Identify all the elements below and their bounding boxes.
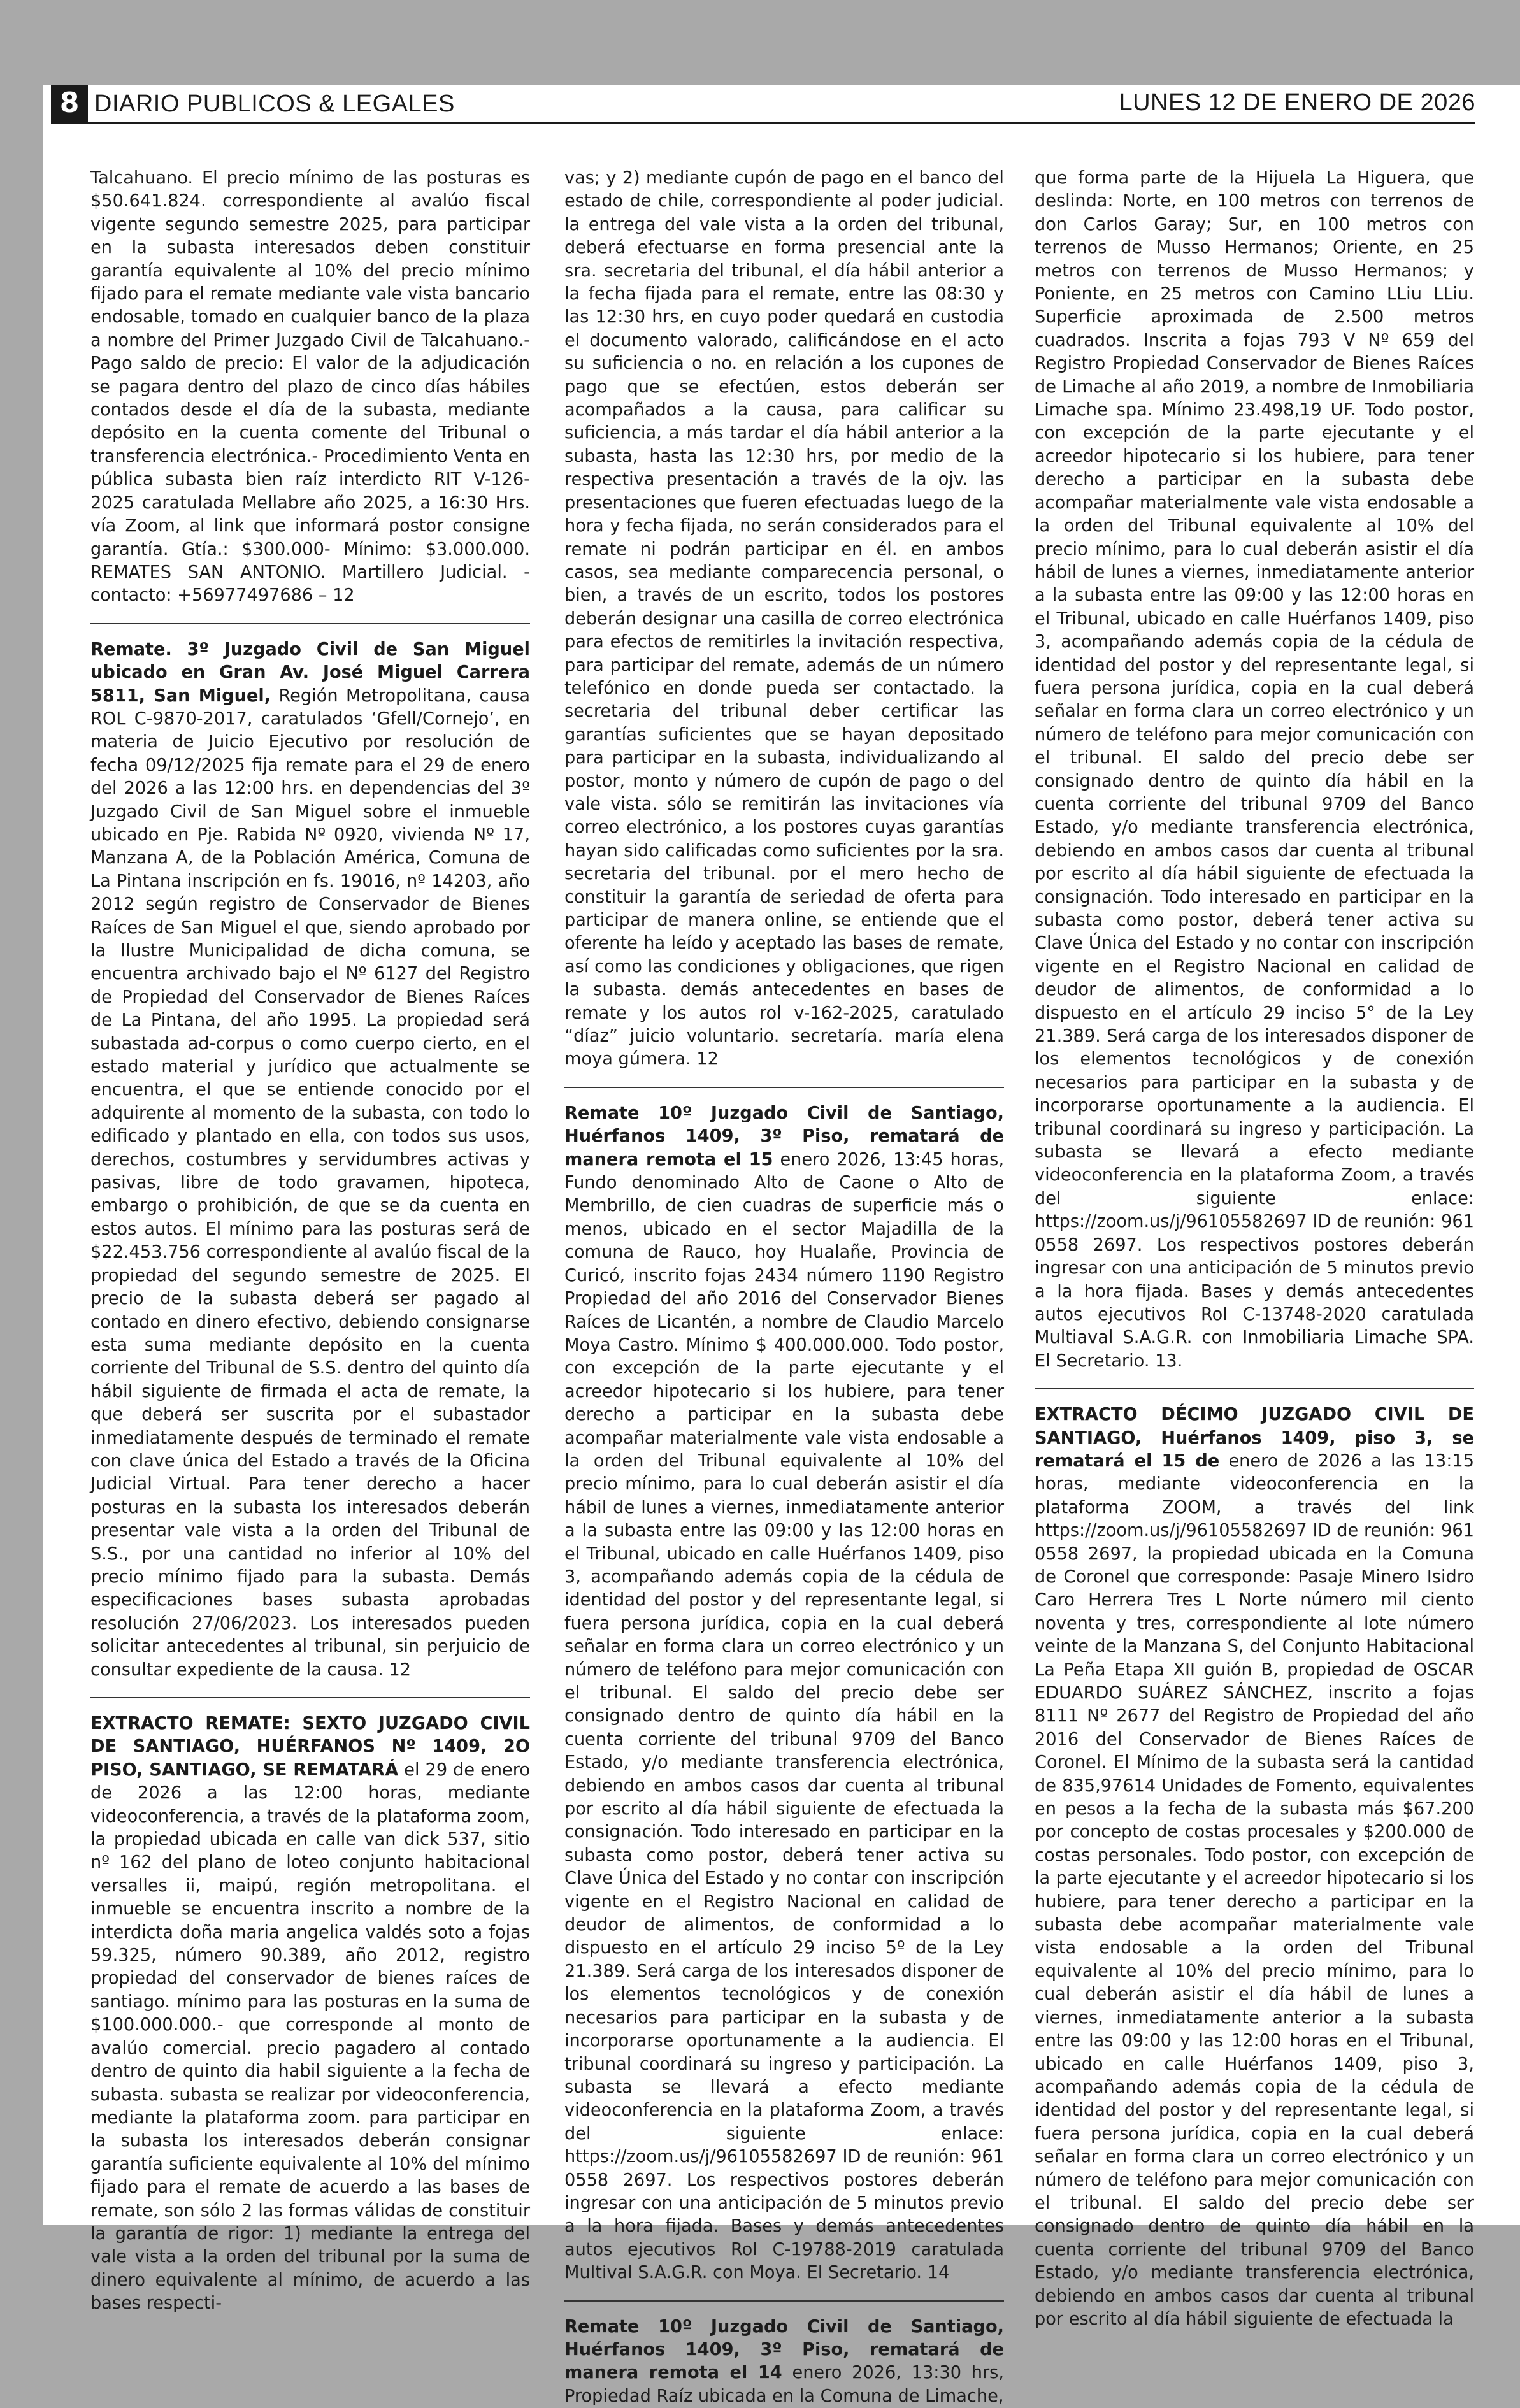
notice-heading: EXTRACTO DÉCIMO JUZGADO CIVIL DE SANTIAGO, Huérfanos 1409, piso 3, se rematará el 15 de	[1035, 1405, 1474, 1471]
notice-text: Talcahuano. El precio mínimo de las posturas es $50.641.824. correspondiente al avalúo fiscal vigente segundo semestre 2025, para participar en la subasta interesados deben constituir garantía equivalente al 10% del precio mínimo fijado para el remate mediante vale vista bancario endosable, tomado en cualquier banco de la plaza a nombre del Primer Juzgado Civil de Talcahuano.- Pago saldo de precio: El valor de la adjudicación se pagara dentro del plazo de cinco días hábiles contados desde el día de la subasta, mediante depósito en la cuenta comente del Tribunal o transferencia electrónica.- Procedimiento Venta en pública subasta bien raíz interdicto RIT V-126-2025 caratulada Mellabre año 2025, a 16:30 Hrs. vía Zoom, al link que informará postor consigne garantía. Gtía.: $300.000- Mínimo: $3.000.000. REMATES SAN ANTONIO. Martillero Judicial. - contacto: +56977497686 – 12	[90, 168, 530, 606]
notice-text: enero de 2026 a las 13:15 horas, mediante videoconferencia en la plataforma ZOOM, a través del link https://zoom.us/j/96105582697 ID de reunión: 961 0558 2697, la propiedad ubicada en la Comuna de Coronel que corresponde: Pasaje Minero Isidro Caro Herrera Tres L Norte número mil ciento noventa y tres, correspondiente al lote número veinte de la Manzana S, del Conjunto Habitacional La Peña Etapa XII guión B, propiedad de OSCAR EDUARDO SUÁREZ SÁNCHEZ, inscrito a fojas 8111 Nº 2677 del Registro de Propiedad del año 2016 del Conservador de Bienes Raíces de Coronel. El Mínimo de la subasta será la cantidad de 835,97614 Unidades de Fomento, equivalentes en pesos a la fecha de la subasta más $67.200 por concepto de costas procesales y $200.000 de costas personales. Todo postor, con excepción de la parte ejecutante y el acreedor hipotecario si los hubiere, para tener derecho a participar en la subasta debe acompañar materialmente vale vista endosable a la orden del Tribunal equivalente al 10% del precio mínimo, para lo cual deberán asistir el día hábil de lunes a viernes, inmediatamente anterior a la subasta entre las 09:00 y las 12:00 horas en el Tribunal, ubicado en calle Huérfanos 1409, piso 3, acompañando además copia de la cédula de identidad del postor y del representante legal, si fuera persona jurídica, copia en la cual deberá señalar en forma clara un correo electrónico y un número de teléfono para mejor comunicación con el tribunal. El saldo del precio debe ser consignado dentro de quinto día hábil en la cuenta corriente del tribunal 9709 del Banco Estado, y/o mediante transferencia electrónica, debiendo en ambos casos dar cuenta al tribunal por escrito al día hábil siguiente de efectuada la	[1035, 1451, 1474, 2329]
notice-text: enero 2026, 13:45 horas, Fundo denominado Alto de Caone o Alto de Membrillo, de cien cuadras de superficie más o menos, ubicado en el sector Majadilla de la comuna de Rauco, hoy Hualañe, Provincia de Curicó, inscrito fojas 2434 número 1190 Registro Propiedad del año 2016 del Conservador Bienes Raíces de Licantén, a nombre de Claudio Marcelo Moya Castro. Mínimo $ 400.000.000. Todo postor, con excepción de la parte ejecutante y el acreedor hipotecario si los hubiere, para tener derecho a participar en la subasta debe acompañar materialmente vale vista endosable a la orden del Tribunal equivalente al 10% del precio mínimo, para lo cual deberán asistir el día hábil de lunes a viernes, inmediatamente anterior a la subasta entre las 09:00 y las 12:00 horas en el Tribunal, ubicado en calle Huérfanos 1409, piso 3, acompañando además copia de la cédula de identidad del postor y del representante legal, si fuera persona jurídica, copia en la cual deberá señalar en forma clara un correo electrónico y un número de teléfono para mejor comunicación con el tribunal. El saldo del precio debe ser consignado dentro de quinto día hábil en la cuenta corriente del tribunal 9709 del Banco Estado, y/o mediante transferencia electrónica, debiendo en ambos casos dar cuenta al tribunal por escrito al día hábil siguiente de efectuada la consignación. Todo interesado en participar en la subasta como postor, deberá tener activa su Clave Única del Estado y no contar con inscripción vigente en el Registro Nacional en calidad de deudor de alimentos, de conformidad a lo dispuesto en el artículo 29 inciso 5º de la Ley 21.389. Será carga de los interesados disponer de los elementos tecnológicos y de conexión necesarios para participar en la subasta y de incorporarse oportunamente a la audiencia. El tribunal coordinará su ingreso y participación. La subasta se llevará a efecto mediante videoconferencia en la plataforma Zoom, a través del siguiente enlace: https://zoom.us/j/96105582697 ID de reunión: 961 0558 2697. Los respectivos postores deberán ingresar con una anticipación de 5 minutos previo a la hora fijada. Bases y demás antecedentes autos ejecutivos Rol C-19788-2019 caratulada Multival S.A.G.R. con Moya. El Secretario. 14	[564, 1149, 1004, 2283]
notice	[1035, 1403, 1474, 2331]
notice-text: enero 2026, 13:30 hrs, Propiedad Raíz ubicada en la Comuna de Limache,	[564, 2363, 1004, 2406]
column-1	[90, 167, 530, 2316]
notice-divider	[90, 1697, 530, 1698]
notice	[90, 638, 530, 1682]
notice-divider	[564, 1087, 1004, 1088]
publication-date: LUNES 12 DE ENERO DE 2026	[1119, 89, 1475, 116]
notice-heading: Remate 10º Juzgado Civil de Santiago, Huérfanos 1409, 3º Piso, rematará de manera remota el 15	[564, 1103, 1004, 1170]
notice	[564, 2316, 1004, 2408]
notice-text: vas; y 2) mediante cupón de pago en el banco del estado de chile, correspondiente al poder judicial. la entrega del vale vista a la orden del tribunal, deberá efectuarse en forma presencial ante la sra. secretaria del tribunal, el día hábil anterior a la fecha fijada para el remate, entre las 08:30 y las 12:30 hrs, en cuyo poder quedará en custodia el documento valorado, calificándose en el acto su suficiencia o no. en relación a los cupones de pago que se efectúen, estos deberán ser acompañados a la causa, para calificar su suficiencia, a más tardar el día hábil anterior a la subasta, hasta las 12:30 hrs, por medio de la respectiva presentación a través de la ojv. las presentaciones que fueren efectuadas luego de la hora y fecha fijada, no serán considerados para el remate ni podrán participar en él. en ambos casos, sea mediante comparecencia personal, o bien, a través de un escrito, todos los postores deberán designar una casilla de correo electrónica para efectos de remitirles la invitación respectiva, para participar del remate, además de un número telefónico en donde pueda ser contactado. la secretaria del tribunal deber certificar las garantías suficientes que se hayan depositado para participar en la subasta, individualizando al postor, monto y número de cupón de pago o del vale vista. sólo se remitirán las invitaciones vía correo electrónico, a los postores cuyas garantías hayan sido calificadas como suficientes por la sra. secretaria del tribunal. por el mero hecho de constituir la garantía de seriedad de oferta para participar de manera online, se entiende que el oferente ha leído y aceptado las bases de remate, así como las condiciones y obligaciones, que rigen la subasta. demás antecedentes en bases de remate y los autos rol v-162-2025, caratulado “díaz” juicio voluntario. secretaría. maría elena moya gúmera. 12	[564, 168, 1004, 1070]
column-3	[1035, 167, 1474, 2331]
notice-heading: Remate 10º Juzgado Civil de Santiago, Huérfanos 1409, 3º Piso, rematará de manera remota el 14	[564, 2316, 1004, 2383]
column-2	[564, 167, 1004, 2408]
publication-title: DIARIO PUBLICOS & LEGALES	[94, 90, 455, 117]
page-number: 8	[51, 85, 88, 122]
notice-text: Región Metropolitana, causa ROL C-9870-2017, caratulados ‘Gfell/Cornejo’, en materia de Juicio Ejecutivo por resolución de fecha 09/12/2025 fija remate para el 29 de enero del 2026 a las 12:00 hrs. en dependencias del 3º Juzgado Civil de San Miguel sobre el inmueble ubicado en Pje. Rabida Nº 0920, vivienda Nº 17, Manzana A, de la Población América, Comuna de La Pintana inscripción en fs. 19016, nº 14203, año 2012 según registro de Conservador de Bienes Raíces de San Miguel el que, siendo aprobado por la Ilustre Municipalidad de dicha comuna, se encuentra archivado bajo el Nº 6127 del Registro de Propiedad del Conservador de Bienes Raíces de La Pintana, del año 1995. La propiedad será subastada ad-corpus o como cuerpo cierto, en el estado material y jurídico que actualmente se encuentra, el que se entiende conocido por el adquirente al momento de la subasta, con todo lo edificado y plantado en ella, con todos sus usos, derechos, costumbres y servidumbres activas y pasivas, libre de todo gravamen, hipoteca, embargo o prohibición, de que se da cuenta en estos autos. El mínimo para las posturas será de $22.453.756 correspondiente al avalúo fiscal de la propiedad del segundo semestre de 2025. El precio de la subasta deberá ser pagado al contado en dinero efectivo, debiendo consignarse esta suma mediante depósito en la cuenta corriente del Tribunal de S.S. dentro del quinto día hábil siguiente de firmada el acta de remate, la que deberá ser suscrita por el subastador inmediatamente después de terminado el remate con clave única del Estado a través de la Oficina Judicial Virtual. Para tener derecho a hacer posturas en la subasta los interesados deberán presentar vale vista a la orden del Tribunal de S.S., por una cantidad no inferior al 10% del precio mínimo fijado para la subasta. Demás especificaciones bases subasta aprobadas resolución 27/06/2023. Los interesados pueden solicitar antecedentes al tribunal, sin perjuicio de consultar expediente de la causa. 12	[90, 685, 530, 1680]
notice-divider	[564, 2300, 1004, 2302]
notice-divider	[1035, 1388, 1474, 1389]
notice	[564, 1102, 1004, 2285]
header-rule	[51, 122, 1475, 124]
notice-divider	[90, 623, 530, 624]
notice	[90, 1712, 530, 2316]
notice-heading: EXTRACTO REMATE: SEXTO JUZGADO CIVIL DE SANTIAGO, HUÉRFANOS Nº 1409, 2O PISO, SANTIAGO, SE REMATARÁ	[90, 1714, 530, 1780]
notice-text: el 29 de enero de 2026 a las 12:00 horas, mediante videoconferencia, a través de la plataforma zoom, la propiedad ubicada en calle van dick 537, sitio nº 162 del plano de loteo conjunto habitacional versalles ii, maipú, región metropolitana. el inmueble se encuentra inscrito a nombre de la interdicta doña maria angelica valdés soto a fojas 59.325, número 90.389, año 2012, registro propiedad del conservador de bienes raíces de santiago. mínimo para las posturas en la suma de $100.000.000.- que corresponde al monto de avalúo comercial. precio pagadero al contado dentro de quinto dia habil siguiente a la fecha de subasta. subasta se realizar por videoconferencia, mediante la plataforma zoom. para participar en la subasta los interesados deberán consignar garantía suficiente equivalente al 10% del mínimo fijado para el remate de acuerdo a las bases de remate, son sólo 2 las formas válidas de constituir la garantía de rigor: 1) mediante la entrega del vale vista a la orden del tribunal por la suma de dinero equivalente al mínimo, de acuerdo a las bases respecti-	[90, 1759, 530, 2314]
notice-heading: Remate. 3º Juzgado Civil de San Miguel ubicado en Gran Av. José Miguel Carrera 5811, San Miguel,	[90, 639, 530, 706]
notice-text: que forma parte de la Hijuela La Higuera, que deslinda: Norte, en 100 metros con terrenos de don Carlos Garay; Sur, en 100 metros con terrenos de Musso Hermanos; Oriente, en 25 metros con terrenos de Musso Hermanos; y Poniente, en 25 metros con Camino LLiu LLiu. Superficie aproximada de 2.500 metros cuadrados. Inscrita a fojas 793 V Nº 659 del Registro Propiedad Conservador de Bienes Raíces de Limache al año 2019, a nombre de Inmobiliaria Limache spa. Mínimo 23.498,19 UF. Todo postor, con excepción de la parte ejecutante y el acreedor hipotecario si los hubiere, para tener derecho a participar en la subasta debe acompañar materialmente vale vista endosable a la orden del Tribunal equivalente al 10% del precio mínimo, para lo cual deberán asistir el día hábil de lunes a viernes, inmediatamente anterior a la subasta entre las 09:00 y las 12:00 horas en el Tribunal, ubicado en calle Huérfanos 1409, piso 3, acompañando además copia de la cédula de identidad del postor y del representante legal, si fuera persona jurídica, copia en la cual deberá señalar en forma clara un correo electrónico y un número de teléfono para mejor comunicación con el tribunal. El saldo del precio debe ser consignado dentro de quinto día hábil en la cuenta corriente del tribunal 9709 del Banco Estado, y/o mediante transferencia electrónica, debiendo en ambos casos dar cuenta al tribunal por escrito al día hábil siguiente de efectuada la consignación. Todo interesado en participar en la subasta como postor, deberá tener activa su Clave Única del Estado y no contar con inscripción vigente en el Registro Nacional en calidad de deudor de alimentos, de conformidad a lo dispuesto en el artículo 29 inciso 5° de la Ley 21.389. Será carga de los interesados disponer de los elementos tecnológicos y de conexión necesarios para participar en la subasta y de incorporarse oportunamente a la audiencia. El tribunal coordinará su ingreso y participación. La subasta se llevará a efecto mediante videoconferencia en la plataforma Zoom, a través del siguiente enlace: https://zoom.us/j/96105582697 ID de reunión: 961 0558 2697. Los respectivos postores deberán ingresar con una anticipación de 5 minutos previo a la hora fijada. Bases y demás antecedentes autos ejecutivos Rol C-13748-2020 caratulada Multiaval S.A.G.R. con Inmobiliaria Limache SPA. El Secretario. 13.	[1035, 168, 1474, 1371]
